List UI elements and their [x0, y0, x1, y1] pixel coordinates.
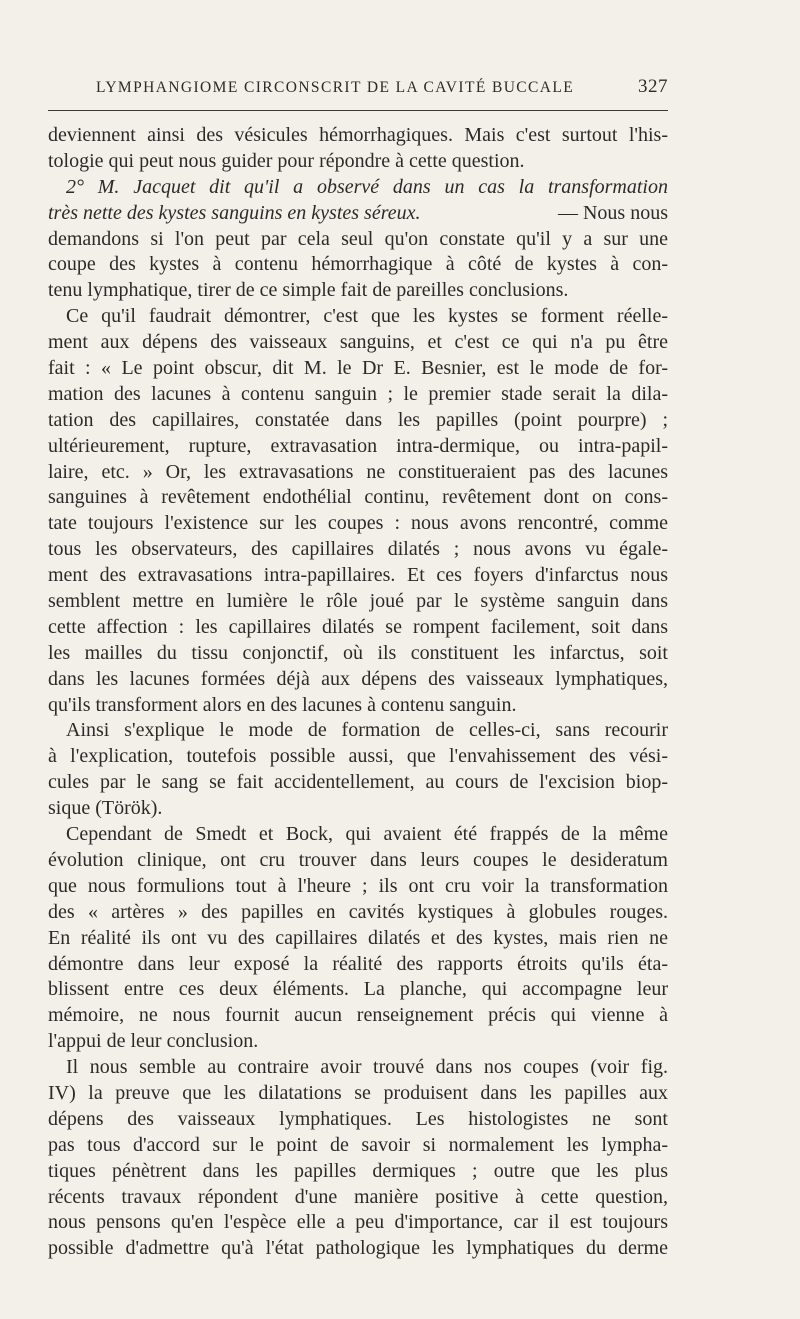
text-line: coupe des kystes à contenu hémorrhagique à côté de kystes à con- [48, 253, 668, 276]
text-line: ment des extravasations intra-papillaires. Et ces foyers d'infarctus nous [48, 564, 668, 587]
body-text [48, 123, 668, 1262]
text-line: que nous formulions tout à l'heure ; ils ont cru voir la transformation [48, 874, 668, 897]
text-line: deviennent ainsi des vésicules hémorrhagiques. Mais c'est surtout l'his- [48, 124, 668, 146]
text-line: sanguines à revêtement endothélial continu, revêtement dont on cons- [48, 486, 668, 509]
text-line: ment aux dépens des vaisseaux sanguins, et c'est ce qui n'a pu être [48, 331, 668, 354]
text-line: mation des lacunes à contenu sanguin ; le premier stade serait la dila- [48, 382, 668, 405]
text-line: tation des capillaires, constatée dans les papilles (point pourpre) ; [48, 408, 668, 431]
text-line: Ainsi s'explique le mode de formation de celles-ci, sans recourir [66, 719, 668, 742]
text-line: tenu lymphatique, tirer de ce simple fait de pareilles conclusions. [48, 279, 569, 302]
text-line: tate toujours l'existence sur les coupes : nous avons rencontré, comme [48, 512, 668, 535]
text-line: récents travaux répondent d'une manière positive à cette question, [48, 1185, 668, 1208]
text-line: Ce qu'il faudrait démontrer, c'est que les kystes se forment réelle- [66, 305, 668, 328]
text-line: cules par le sang se fait accidentellement, au cours de l'excision biop- [48, 771, 668, 794]
text-line: possible d'admettre qu'à l'état pathologique les lymphatiques du derme [48, 1237, 668, 1260]
text-line: l'appui de leur conclusion. [48, 1030, 259, 1053]
text-line: mémoire, ne nous fournit aucun renseignement précis qui vienne à [48, 1004, 668, 1027]
text-line: demandons si l'on peut par cela seul qu'on constate qu'il y a sur une [48, 227, 668, 250]
text-line: sique (Török). [48, 797, 163, 820]
text-line: Cependant de Smedt et Bock, qui avaient été frappés de la même [66, 823, 668, 846]
text-line: pas tous d'accord sur le point de savoir si normalement les lympha- [48, 1133, 668, 1156]
text-line: tous les observateurs, des capillaires dilatés ; nous avons vu égale- [48, 538, 668, 561]
text-line: fait : « Le point obscur, dit M. le Dr E. Besnier, est le mode de for- [48, 357, 668, 380]
running-title: LYMPHANGIOME CIRCONSCRIT DE LA CAVITÉ BUCCALE [96, 79, 575, 96]
text-line: 2° M. Jacquet dit qu'il a observé dans un cas la transformation [66, 175, 668, 198]
text-line: tiques pénètrent dans les papilles dermiques ; outre que les plus [48, 1159, 668, 1182]
text-line: cette affection : les capillaires dilatés se rompent facilement, soit dans [48, 615, 668, 638]
text-line: laire, etc. » Or, les extravasations ne constitueraient pas des lacunes [48, 460, 668, 483]
text-line: IV) la preuve que les dilatations se produisent dans les papilles aux [48, 1081, 668, 1104]
text-line-roman-part: — Nous nous [557, 201, 668, 224]
text-line: Il nous semble au contraire avoir trouvé dans nos coupes (voir fig. [66, 1056, 668, 1079]
text-line: dans les lacunes formées déjà aux dépens des vaisseaux lymphatiques, [48, 667, 668, 690]
text-line: démontre dans leur exposé la réalité des rapports étroits qu'ils éta- [48, 952, 668, 975]
text-line-italic-part: très nette des kystes sanguins en kystes séreux. [48, 201, 421, 224]
text-line: les mailles du tissu conjonctif, où ils constituent les infarctus, soit [48, 641, 668, 664]
text-line: dépens des vaisseaux lymphatiques. Les histologistes ne sont [48, 1107, 668, 1130]
text-line: En réalité ils ont vu des capillaires dilatés et des kystes, mais rien ne [48, 926, 668, 949]
text-line-split [48, 201, 668, 227]
text-line: nous pensons qu'en l'espèce elle a peu d'importance, car il est toujours [48, 1211, 668, 1234]
header-rule [48, 110, 668, 111]
text-line: qu'ils transforment alors en des lacunes à contenu sanguin. [48, 693, 517, 716]
running-head [96, 76, 668, 102]
text-line: blissent entre ces deux éléments. La planche, qui accompagne leur [48, 978, 668, 1001]
text-line: des « artères » des papilles en cavités kystiques à globules rouges. [48, 900, 668, 923]
page-number: 327 [638, 76, 668, 97]
text-line: tologie qui peut nous guider pour répondre à cette question. [48, 149, 525, 172]
text-line: évolution clinique, ont cru trouver dans leurs coupes le desideratum [48, 848, 668, 871]
text-line: ultérieurement, rupture, extravasation intra-dermique, ou intra-papil- [48, 434, 668, 457]
text-line: à l'explication, toutefois possible aussi, que l'envahissement des vési- [48, 745, 668, 768]
text-line: semblent mettre en lumière le rôle joué par le système sanguin dans [48, 590, 668, 613]
